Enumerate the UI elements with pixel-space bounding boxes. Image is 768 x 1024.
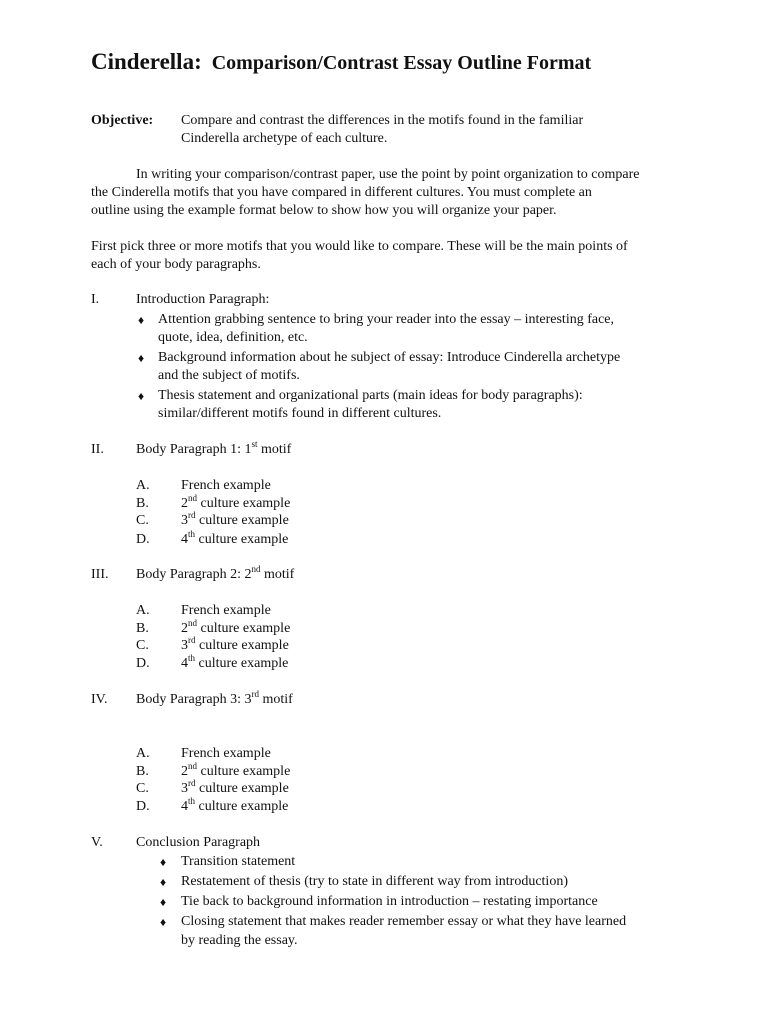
item-text: 3rd culture example [181,510,289,528]
section-numeral: I. [91,292,100,307]
item-text: 4th culture example [181,529,289,547]
bullet-text: Restatement of thesis (try to state in different way from introduction) [181,874,568,889]
intro-paragraph-line: In writing your comparison/contrast paper, use the point by point organization to compare [136,167,640,182]
item-text: 2nd culture example [181,761,291,779]
item-text: 2nd culture example [181,493,291,511]
motifs-paragraph-line: First pick three or more motifs that you would like to compare. These will be the main points of [91,239,628,254]
objective-label: Objective: [91,113,154,128]
intro-paragraph-line: outline using the example format below to show how you will organize your paper. [91,203,557,218]
diamond-bullet-icon: ♦ [160,875,167,889]
item-letter: B. [136,621,149,636]
item-letter: A. [136,478,150,493]
bullet-text: Thesis statement and organizational parts (main ideas for body paragraphs): [158,388,583,403]
item-letter: D. [136,656,150,671]
section-heading: Body Paragraph 1: 1st motif [136,439,292,457]
section-numeral: III. [91,567,109,582]
item-letter: B. [136,496,149,511]
section-numeral: IV. [91,692,108,707]
objective-line-1: Compare and contrast the differences in the motifs found in the familiar [181,113,584,128]
bullet-text: Tie back to background information in introduction – restating importance [181,894,598,909]
diamond-bullet-icon: ♦ [160,895,167,909]
bullet-text: similar/different motifs found in different cultures. [158,406,442,421]
diamond-bullet-icon: ♦ [138,313,145,327]
section-heading: Conclusion Paragraph [136,835,261,850]
item-text: 3rd culture example [181,635,289,653]
motifs-paragraph-line: each of your body paragraphs. [91,257,261,272]
bullet-text: Closing statement that makes reader remember essay or what they have learned [181,914,627,929]
diamond-bullet-icon: ♦ [138,389,145,403]
item-text: 2nd culture example [181,618,291,636]
item-letter: C. [136,781,149,796]
item-letter: D. [136,532,150,547]
item-letter: A. [136,746,150,761]
item-letter: D. [136,799,150,814]
page-title [91,48,591,77]
bullet-text: and the subject of motifs. [158,368,300,383]
section-numeral: V. [91,835,103,850]
item-text: French example [181,478,271,493]
objective-line-2: Cinderella archetype of each culture. [181,131,388,146]
item-letter: B. [136,764,149,779]
bullet-text: quote, idea, definition, etc. [158,330,308,345]
diamond-bullet-icon: ♦ [160,855,167,869]
bullet-text: by reading the essay. [181,933,298,948]
title-main: Cinderella: [91,49,202,74]
item-text: 4th culture example [181,653,289,671]
bullet-text: Transition statement [181,854,296,869]
diamond-bullet-icon: ♦ [138,351,145,365]
section-numeral: II. [91,442,104,457]
item-text: 4th culture example [181,796,289,814]
diamond-bullet-icon: ♦ [160,915,167,929]
bullet-text: Background information about he subject of essay: Introduce Cinderella archetype [158,350,621,365]
item-text: French example [181,746,271,761]
item-letter: C. [136,513,149,528]
item-letter: C. [136,638,149,653]
intro-paragraph-line: the Cinderella motifs that you have compared in different cultures. You must complete an [91,185,592,200]
item-text: 3rd culture example [181,778,289,796]
item-letter: A. [136,603,150,618]
section-heading: Body Paragraph 3: 3rd motif [136,689,293,707]
bullet-text: Attention grabbing sentence to bring your reader into the essay – interesting face, [158,312,615,327]
section-heading: Introduction Paragraph: [136,292,270,307]
section-heading: Body Paragraph 2: 2nd motif [136,564,295,582]
title-sub: Comparison/Contrast Essay Outline Format [211,52,592,74]
item-text: French example [181,603,271,618]
